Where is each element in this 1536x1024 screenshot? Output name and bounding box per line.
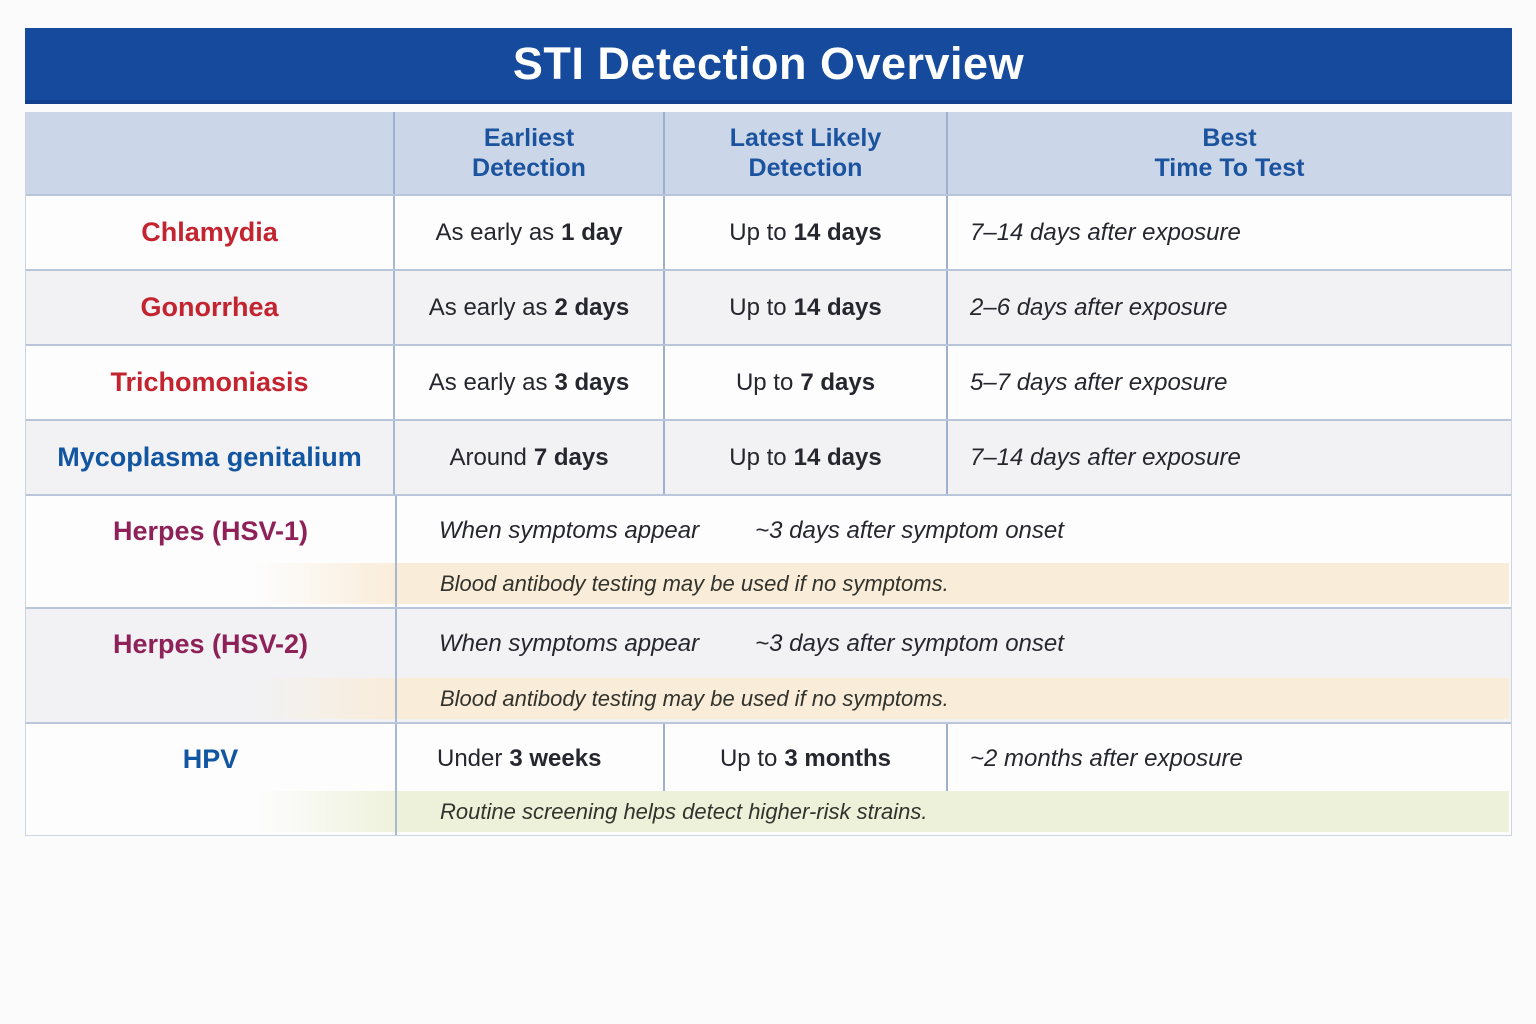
note-band: Routine screening helps detect higher-risk strains.	[254, 791, 1509, 832]
header-cell-disease	[26, 112, 395, 194]
table-grid	[25, 112, 1512, 836]
column-divider	[395, 496, 397, 607]
latest-cell	[665, 196, 948, 269]
header-best-line2: Time To Test	[1154, 154, 1305, 182]
header-cell-latest	[665, 112, 948, 194]
latest-pre: Up to	[729, 443, 787, 471]
table-row-chlamydia	[26, 194, 1511, 269]
earliest-cell	[395, 346, 665, 419]
disease-name: Herpes (HSV-1)	[112, 515, 309, 546]
latest-bold: 14 days	[793, 443, 882, 471]
title-bar	[25, 28, 1512, 104]
header-earliest-line2: Detection	[472, 154, 586, 182]
table-row-herpes-hsv2	[26, 607, 1511, 722]
earliest-bold: 3 days	[554, 368, 630, 396]
latest-cell	[665, 346, 948, 419]
latest-cell	[665, 271, 948, 344]
latest-bold: 7 days	[800, 368, 876, 396]
hpv-main-cells	[26, 724, 1511, 794]
table-row-mycoplasma	[26, 419, 1511, 494]
herpes-detection-cell	[397, 496, 1511, 566]
earliest-pre: As early as	[428, 368, 548, 396]
disease-name: Herpes (HSV-2)	[112, 628, 309, 659]
latest-pre: Up to	[719, 745, 778, 772]
earliest-cell	[395, 271, 665, 344]
latest-pre: Up to	[729, 293, 787, 321]
best-cell: ~2 months after exposure	[970, 745, 1243, 772]
symptom-text: When symptoms appear	[439, 630, 700, 657]
header-latest-line1: Latest Likely	[729, 123, 882, 152]
earliest-bold: 2 days	[554, 293, 630, 321]
header-earliest-line1: Earliest	[483, 123, 575, 152]
disease-name: Chlamydia	[26, 196, 395, 269]
earliest-bold: 3 weeks	[509, 745, 602, 772]
latest-bold: 14 days	[793, 218, 882, 246]
table-row-gonorrhea	[26, 269, 1511, 344]
earliest-bold: 1 day	[561, 218, 623, 246]
latest-pre: Up to	[729, 218, 787, 246]
header-cell-earliest	[395, 112, 665, 194]
best-cell: 5–7 days after exposure	[970, 368, 1228, 396]
table-row-trichomoniasis	[26, 344, 1511, 419]
note-band: Blood antibody testing may be used if no symptoms.	[254, 563, 1509, 604]
best-cell: 7–14 days after exposure	[970, 443, 1241, 471]
earliest-pre: Under	[437, 745, 503, 772]
best-cell: 2–6 days after exposure	[970, 293, 1228, 321]
column-divider	[395, 609, 397, 722]
title-gap	[25, 104, 1512, 112]
header-latest-line2: Detection	[748, 154, 863, 182]
sti-detection-table	[25, 28, 1512, 836]
table-row-herpes-hsv1	[26, 494, 1511, 607]
disease-name: Mycoplasma genitalium	[26, 421, 395, 494]
latest-bold: 14 days	[793, 293, 882, 321]
earliest-bold: 7 days	[533, 443, 609, 471]
column-divider	[395, 724, 397, 835]
page-title: STI Detection Overview	[512, 38, 1025, 89]
earliest-pre: As early as	[428, 293, 548, 321]
disease-name: HPV	[182, 743, 239, 774]
latest-pre: Up to	[735, 368, 794, 396]
header-row	[26, 112, 1511, 194]
note-band: Blood antibody testing may be used if no symptoms.	[254, 678, 1509, 719]
best-cell: 7–14 days after exposure	[970, 218, 1241, 246]
symptom-text: When symptoms appear	[439, 517, 700, 544]
header-cell-best	[948, 112, 1511, 194]
earliest-cell	[395, 196, 665, 269]
table-row-hpv	[26, 722, 1511, 835]
latest-bold: 3 months	[784, 745, 892, 772]
disease-name: Trichomoniasis	[26, 346, 395, 419]
earliest-pre: As early as	[435, 218, 555, 246]
earliest-cell	[395, 421, 665, 494]
disease-name: Gonorrhea	[26, 271, 395, 344]
latest-cell	[665, 724, 948, 794]
header-best-line1: Best	[1202, 123, 1257, 152]
herpes-detection-cell	[397, 609, 1511, 679]
earliest-cell	[395, 724, 665, 794]
earliest-pre: Around	[449, 443, 527, 471]
onset-text: ~3 days after symptom onset	[755, 517, 1064, 544]
latest-cell	[665, 421, 948, 494]
onset-text: ~3 days after symptom onset	[755, 630, 1064, 657]
